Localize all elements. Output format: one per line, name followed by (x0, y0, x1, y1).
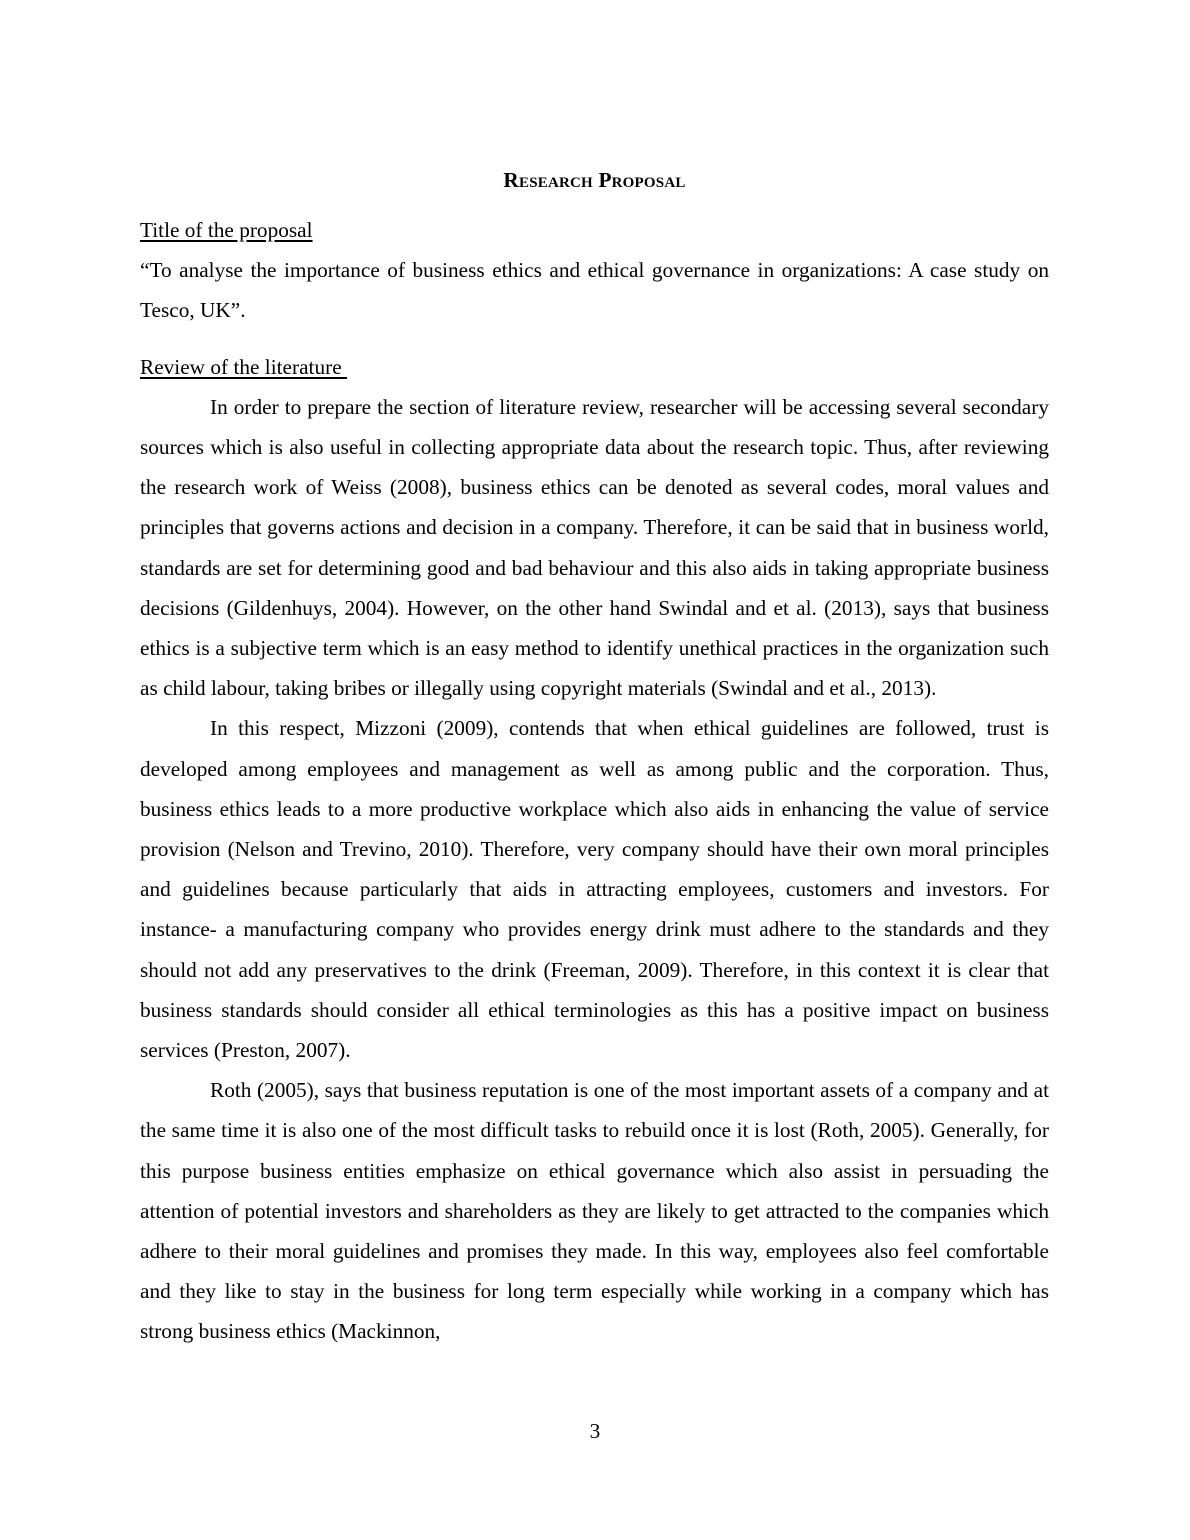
section-heading-literature: Review of the literature (140, 354, 347, 379)
page-body (140, 162, 1049, 1352)
page-number: 3 (589, 1419, 601, 1443)
section-heading-title: Title of the proposal (140, 218, 313, 242)
literature-paragraph-1: In order to prepare the section of literature review, researcher will be accessing several secondary sources which is also useful in collecting appropriate data about the research topic. Thus, after reviewing the research work of Weiss (2008), business ethics can be denoted as several codes, moral values and principles that governs actions and decision in a company. Therefore, it can be said that in business world, standards are set for determining good and bad behaviour and this also aids in taking appropriate business decisions (Gildenhuys, 2004). However, on the other hand Swindal and et al. (2013), says that business ethics is a subjective term which is an easy method to identify unethical practices in the organization such as child labour, taking bribes or illegally using copyright materials (Swindal and et al., 2013). (140, 394, 1049, 701)
proposal-title-text: “To analyse the importance of business ethics and ethical governance in organizations: A case study on Tesco, UK”. (140, 258, 1049, 323)
document-title: Research Proposal (503, 168, 686, 192)
section-spacer (140, 331, 1049, 347)
literature-paragraph-2: In this respect, Mizzoni (2009), contends that when ethical guidelines are followed, trust is developed among employees and management as well as among public and the corporation. Thus, business ethics leads to a more productive workplace which also aids in enhancing the value of service provision (Nelson and Trevino, 2010). Therefore, very company should have their own moral principles and guidelines because particularly that aids in attracting employees, customers and investors. For instance- a manufacturing company who provides energy drink must adhere to the standards and they should not add any preservatives to the drink (Freeman, 2009). Therefore, in this context it is clear that business standards should consider all ethical terminologies as this has a positive impact on business services (Preston, 2007). (140, 716, 1049, 1063)
literature-paragraph-3: Roth (2005), says that business reputation is one of the most important assets of a company and at the same time it is also one of the most difficult tasks to rebuild once it is lost (Roth, 2005). Generally, for this purpose business entities emphasize on ethical governance which also assist in persuading the attention of potential investors and shareholders as they are likely to get attracted to the companies which adhere to their moral guidelines and promises they made. In this way, employees also feel comfortable and they like to stay in the business for long term especially while working in a company which has strong business ethics (Mackinnon, (140, 1078, 1049, 1344)
